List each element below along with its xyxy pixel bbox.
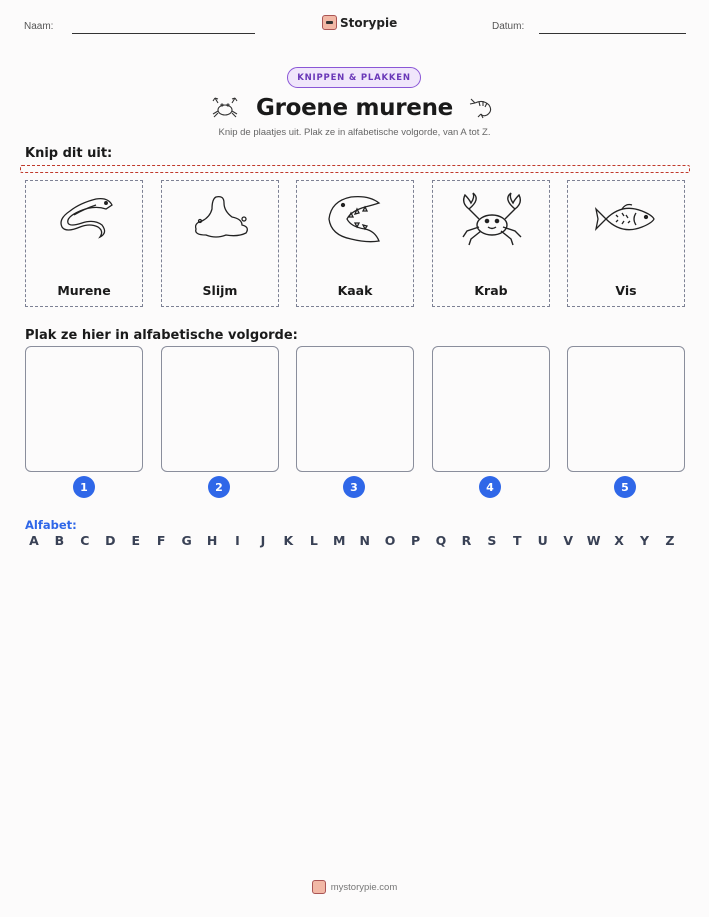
- card-label: Kaak: [337, 283, 373, 298]
- title-row: [0, 92, 709, 124]
- cut-section-label: Knip dit uit:: [25, 146, 113, 161]
- slime-icon: [186, 189, 256, 251]
- alphabet-letter: O: [384, 533, 396, 548]
- fish-icon: [592, 189, 662, 251]
- cut-card-kaak[interactable]: [296, 180, 414, 307]
- crab-icon: [457, 189, 527, 251]
- alphabet-letter: S: [487, 533, 497, 548]
- cut-line: [20, 165, 690, 173]
- alphabet-letter: K: [283, 533, 294, 548]
- paste-slot-2[interactable]: [161, 346, 279, 472]
- card-label: Krab: [474, 283, 508, 298]
- alphabet-letter: V: [563, 533, 574, 548]
- alphabet-letter: R: [461, 533, 472, 548]
- card-label: Vis: [615, 283, 637, 298]
- alphabet-letter: L: [309, 533, 318, 548]
- name-label: Naam:: [24, 21, 54, 32]
- name-line[interactable]: [72, 33, 255, 34]
- cut-card-vis[interactable]: [567, 180, 685, 307]
- instruction-text: Knip de plaatjes uit. Plak ze in alfabetische volgorde, van A tot Z.: [218, 127, 491, 138]
- cut-card-slijm[interactable]: [161, 180, 279, 307]
- alphabet-letter: A: [29, 533, 39, 548]
- paste-section-label: Plak ze hier in alfabetische volgorde:: [25, 328, 298, 343]
- alphabet-row: [25, 533, 685, 551]
- alphabet-letter: I: [235, 533, 240, 548]
- alphabet-letter: P: [410, 533, 421, 548]
- slot-number-badge: 1: [73, 476, 95, 498]
- paste-slot-5[interactable]: [567, 346, 685, 472]
- alphabet-letter: C: [80, 533, 90, 548]
- alphabet-letter: N: [359, 533, 370, 548]
- shrimp-icon: [469, 95, 499, 121]
- alphabet-label: Alfabet:: [25, 518, 77, 532]
- alphabet-letter: Z: [665, 533, 675, 548]
- alphabet-letter: M: [333, 533, 346, 548]
- alphabet-letter: H: [206, 533, 218, 548]
- alphabet-letter: B: [54, 533, 65, 548]
- alphabet-letter: G: [181, 533, 192, 548]
- footer-url[interactable]: mystorypie.com: [330, 881, 398, 893]
- date-label: Datum:: [492, 21, 525, 32]
- footer: [0, 880, 709, 894]
- activity-badge: KNIPPEN & PLAKKEN: [287, 67, 421, 88]
- alphabet-letter: E: [131, 533, 141, 548]
- storypie-logo-icon: [312, 880, 326, 894]
- paste-slot-3[interactable]: [296, 346, 414, 472]
- alphabet-letter: J: [260, 533, 266, 548]
- card-label: Slijm: [202, 283, 238, 298]
- crab-icon: [210, 95, 240, 121]
- date-line[interactable]: [539, 33, 686, 34]
- alphabet-letter: W: [586, 533, 601, 548]
- jaw-icon: [321, 189, 391, 251]
- alphabet-letter: Y: [639, 533, 650, 548]
- worksheet-header: [0, 15, 709, 39]
- brand-logo: [322, 15, 397, 30]
- eel-icon: [50, 189, 120, 251]
- alphabet-letter: U: [537, 533, 548, 548]
- slot-number-badge: 4: [479, 476, 501, 498]
- slot-number-badge: 2: [208, 476, 230, 498]
- brand-name: Storypie: [340, 15, 398, 30]
- slot-number-badge: 3: [343, 476, 365, 498]
- page-title: Groene murene: [256, 95, 453, 121]
- cut-card-murene[interactable]: [25, 180, 143, 307]
- alphabet-letter: F: [156, 533, 166, 548]
- alphabet-letter: Q: [435, 533, 447, 548]
- slot-number-badge: 5: [614, 476, 636, 498]
- cut-card-krab[interactable]: [432, 180, 550, 307]
- alphabet-letter: X: [614, 533, 624, 548]
- alphabet-letter: T: [513, 533, 522, 548]
- alphabet-letter: D: [105, 533, 116, 548]
- paste-slot-4[interactable]: [432, 346, 550, 472]
- storypie-logo-icon: [322, 15, 337, 30]
- paste-slot-1[interactable]: [25, 346, 143, 472]
- card-label: Murene: [57, 283, 111, 298]
